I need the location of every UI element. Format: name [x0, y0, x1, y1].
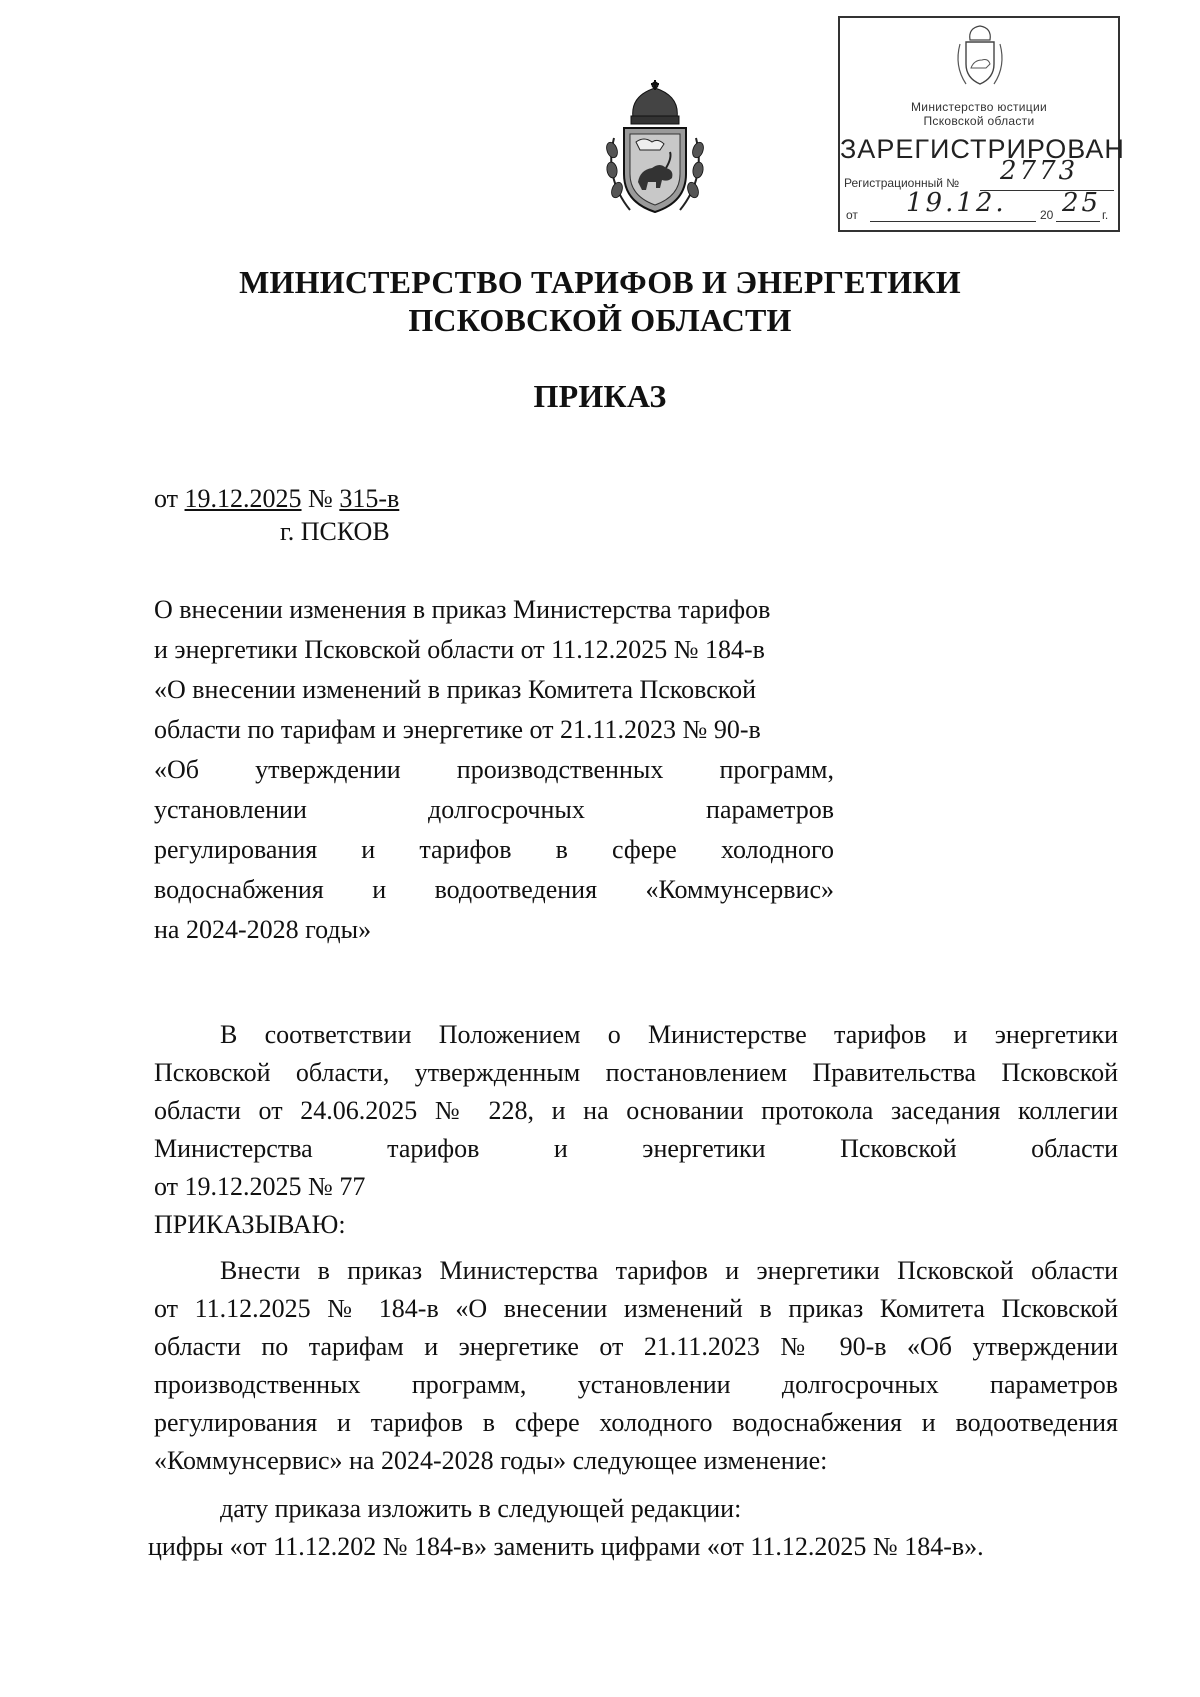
city-name: г. ПСКОВ [280, 517, 390, 546]
body-para2-line: Внести в приказ Министерства тарифов и энергетики Псковской области [220, 1256, 1118, 1285]
body-para1-line: В соответствии Положением о Министерстве тарифов и энергетики [220, 1020, 1118, 1049]
subject-line: регулирования и тарифов в сфере холодного [154, 835, 834, 864]
subject-line: «О внесении изменений в приказ Комитета Псковской [154, 675, 757, 704]
stamp-date-prefix: от [846, 208, 858, 222]
body-para2-line: «Коммунсервис» на 2024-2028 годы» следующее изменение: [154, 1446, 828, 1475]
doc-type-title: ПРИКАЗ [533, 378, 667, 414]
stamp-year-value: 25 [1062, 188, 1102, 218]
body-para1-line: области от 24.06.2025 № 228, и на основании протокола заседания коллегии [154, 1096, 1118, 1125]
subject-line: О внесении изменения в приказ Министерства тарифов [154, 595, 771, 624]
body-para3: дату приказа изложить в следующей редакции: [220, 1494, 742, 1523]
subject-line: водоснабжения и водоотведения «Коммунсервис» [154, 875, 834, 904]
body-para2-line: регулирования и тарифов в сфере холодного водоснабжения и водоотведения [154, 1408, 1118, 1437]
stamp-year-underline [1056, 221, 1100, 222]
order-date: 19.12.2025 [184, 484, 302, 513]
body-para2-line: области по тарифам и энергетике от 21.11.2023 № 90-в «Об утверждении [154, 1332, 1118, 1361]
subject-line: на 2024-2028 годы» [154, 915, 372, 944]
date-label: от [154, 484, 185, 513]
order-number: 315-в [339, 484, 400, 513]
subject-line: области по тарифам и энергетике от 21.11.2023 № 90-в [154, 715, 761, 744]
stamp-year-prefix: 20 [1040, 208, 1054, 222]
stamp-ministry-name: Министерство юстиции Псковской области [911, 100, 1047, 128]
stamp-reg-label: Регистрационный № [844, 176, 960, 190]
coat-of-arms-emblem [600, 78, 710, 218]
body-para4: цифры «от 11.12.202 № 184-в» заменить цифрами «от 11.12.2025 № 184-в». [148, 1532, 984, 1561]
body-para2-line: производственных программ, установлении долгосрочных параметров [154, 1370, 1118, 1399]
body-para1-line: Министерства тарифов и энергетики Псковской области [154, 1134, 1118, 1163]
stamp-date-underline [870, 221, 1036, 222]
order-subject [154, 595, 834, 955]
body-para2-line: от 11.12.2025 № 184-в «О внесении изменений в приказ Комитета Псковской [154, 1294, 1118, 1323]
subject-line: и энергетики Псковской области от 11.12.2025 № 184-в [154, 635, 765, 664]
number-label: № [301, 484, 340, 513]
stamp-date-value: 19.12. [906, 188, 1007, 218]
stamp-emblem-icon [952, 24, 1008, 88]
subject-line: установлении долгосрочных параметров [154, 795, 834, 824]
stamp-status: ЗАРЕГИСТРИРОВАН [840, 134, 1125, 164]
stamp-year-end: г. [1102, 208, 1109, 222]
body-para1-line: от 19.12.2025 № 77 [154, 1172, 366, 1201]
order-keyword: ПРИКАЗЫВАЮ: [154, 1210, 346, 1239]
body-para1-line: Псковской области, утвержденным постановлением Правительства Псковской [154, 1058, 1118, 1087]
org-title-line-1: МИНИСТЕРСТВО ТАРИФОВ И ЭНЕРГЕТИКИ [239, 264, 961, 300]
stamp-reg-number: 2773 [1000, 156, 1079, 186]
org-title-line-2: ПСКОВСКОЙ ОБЛАСТИ [408, 302, 792, 338]
subject-line: «Об утверждении производственных программ, [154, 755, 834, 784]
order-date-number [154, 484, 399, 514]
registration-stamp [838, 16, 1125, 232]
